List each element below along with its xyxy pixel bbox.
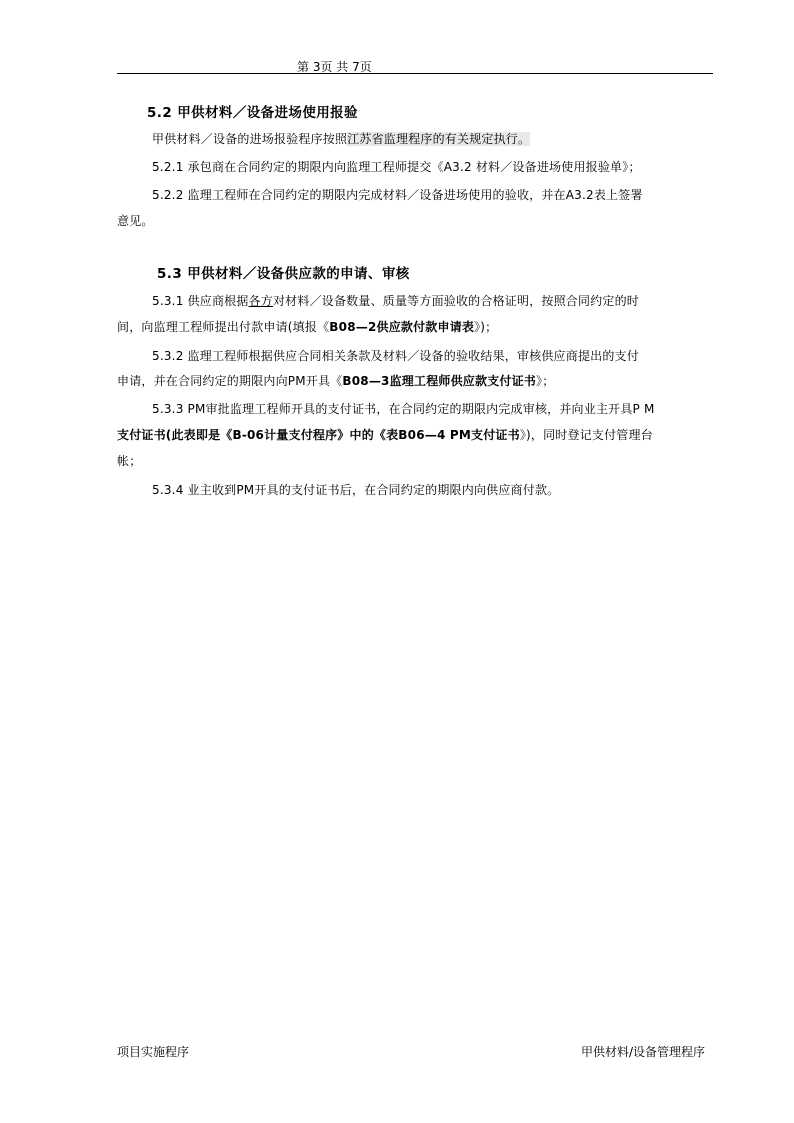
intro-text: 甲供材料／设备的进场报验程序按照 xyxy=(152,132,348,146)
footer-right: 甲供材料/设备管理程序 xyxy=(580,1045,705,1059)
bold-form-name: 支付证书(此表即是《B-06计量支付程序》中的《表B06—4 PM支付证书 xyxy=(117,428,520,442)
paragraph-5-2-2-line-1: 5.2.2 监理工程师在合同约定的期限内完成材料／设备进场使用的验收，并在A3.2表上签署 xyxy=(152,188,643,202)
page-number-header: 第 3页 共 7页 xyxy=(297,60,372,74)
paragraph-5-3-3-line-2 xyxy=(117,426,653,443)
section-5-2-heading: 5.2 甲供材料／设备进场使用报验 xyxy=(147,105,358,121)
paragraph-5-3-3-line-1: 5.3.3 PM审批监理工程师开具的支付证书，在合同约定的期限内完成审核，并向业主开具P M xyxy=(152,402,655,416)
paragraph-5-2-2-line-2: 意见。 xyxy=(117,214,154,228)
text-run: 申请，并在合同约定的期限内向PM开具《 xyxy=(117,374,343,388)
section-5-2-intro xyxy=(152,130,530,147)
bold-form-name: B08—3监理工程师供应款支付证书 xyxy=(342,374,537,388)
paragraph-5-3-3-line-3: 帐； xyxy=(117,454,142,468)
highlighted-text: 江苏省监理程序的有关规定执行。 xyxy=(347,132,531,146)
text-run: 》； xyxy=(536,374,555,388)
section-5-3-heading: 5.3 甲供材料／设备供应款的申请、审核 xyxy=(157,266,410,282)
paragraph-5-2-1: 5.2.1 承包商在合同约定的期限内向监理工程师提交《A3.2 材料／设备进场使用报验单》； xyxy=(152,160,641,174)
header-rule xyxy=(117,73,713,74)
paragraph-5-3-1-line-2 xyxy=(117,318,497,335)
text-run: 》)； xyxy=(474,320,498,334)
paragraph-5-3-2-line-2 xyxy=(117,372,554,389)
paragraph-5-3-2-line-1: 5.3.2 监理工程师根据供应合同相关条款及材料／设备的验收结果，审核供应商提出的支付 xyxy=(152,349,639,363)
text-run: 》)，同时登记支付管理台 xyxy=(519,428,653,442)
underlined-text: 各方 xyxy=(248,294,273,308)
bold-form-name: B08—2供应款付款申请表 xyxy=(329,320,475,334)
paragraph-5-3-1-line-1 xyxy=(152,292,639,309)
footer-left: 项目实施程序 xyxy=(117,1045,190,1059)
paragraph-5-3-4: 5.3.4 业主收到PM开具的支付证书后，在合同约定的期限内向供应商付款。 xyxy=(152,483,560,497)
text-run: 对材料／设备数量、质量等方面验收的合格证明，按照合同约定的时 xyxy=(272,294,639,308)
text-run: 5.3.1 供应商根据 xyxy=(152,294,249,308)
text-run: 间，向监理工程师提出付款申请(填报《 xyxy=(117,320,330,334)
